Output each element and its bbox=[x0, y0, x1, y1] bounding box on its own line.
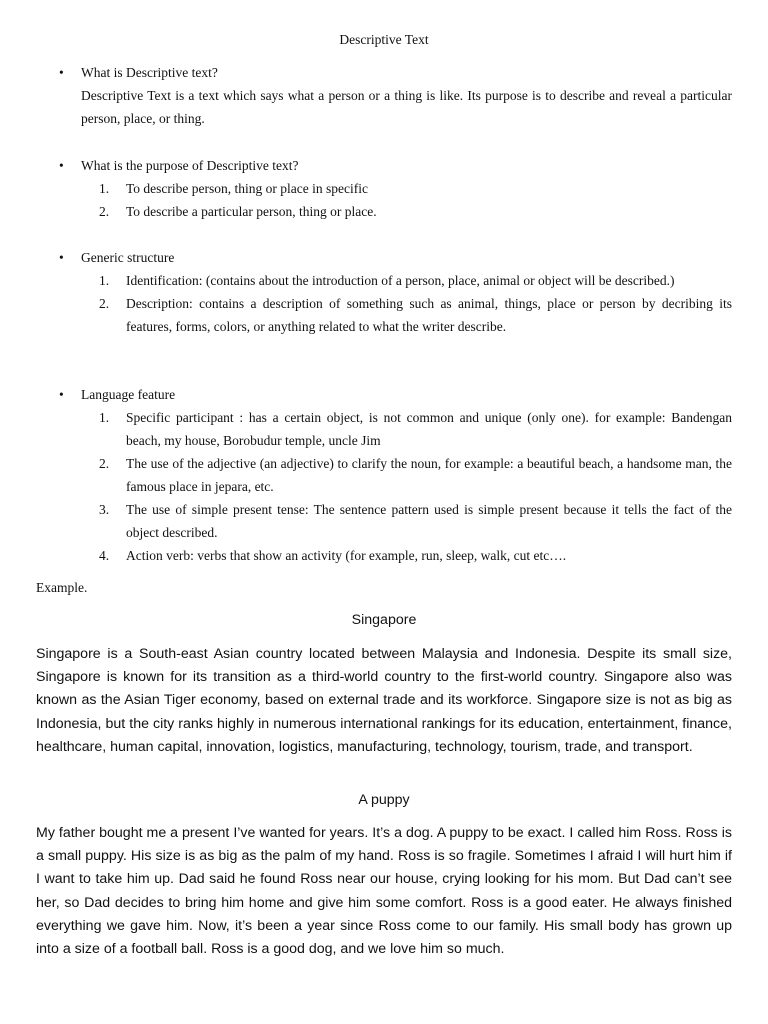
example-title: A puppy bbox=[358, 792, 410, 808]
bullet-icon: • bbox=[59, 158, 64, 173]
list-item bbox=[99, 200, 732, 223]
section-heading: Generic structure bbox=[81, 250, 175, 265]
list-number: 2. bbox=[99, 456, 110, 471]
numbered-list bbox=[99, 406, 732, 567]
section-heading: What is the purpose of Descriptive text? bbox=[81, 158, 299, 173]
list-text: Action verb: verbs that show an activity (for example, run, sleep, walk, cut etc…. bbox=[126, 548, 567, 563]
list-number: 1. bbox=[99, 181, 110, 196]
numbered-list bbox=[99, 177, 732, 223]
bullet-item bbox=[56, 154, 732, 177]
list-number: 3. bbox=[99, 502, 110, 517]
list-item bbox=[99, 544, 732, 567]
list-number: 1. bbox=[99, 273, 110, 288]
list-item bbox=[99, 177, 732, 200]
list-number: 2. bbox=[99, 204, 110, 219]
bullet-icon: • bbox=[59, 387, 64, 402]
list-number: 2. bbox=[99, 296, 110, 311]
list-text: Specific participant : has a certain object, is not common and unique (only one). for example: Bandengan beach, my house, Borobudur temple, uncle Jim bbox=[126, 410, 732, 448]
bullet-icon: • bbox=[59, 65, 64, 80]
list-text: The use of the adjective (an adjective) to clarify the noun, for example: a beautiful beach, a handsome man, the famous place in jepara, etc. bbox=[126, 456, 732, 494]
list-text: The use of simple present tense: The sentence pattern used is simple present because it tells the fact of the object described. bbox=[126, 502, 732, 540]
section-purpose bbox=[56, 154, 732, 223]
section-generic-structure bbox=[56, 246, 732, 338]
list-item bbox=[99, 292, 732, 338]
list-text: Description: contains a description of something such as animal, things, place or person by decribing its features, forms, colors, or anything related to what the writer describe. bbox=[126, 296, 732, 334]
list-item bbox=[99, 452, 732, 498]
list-number: 4. bbox=[99, 548, 110, 563]
example-label: Example. bbox=[36, 580, 88, 595]
section-heading: Language feature bbox=[81, 387, 176, 402]
list-text: To describe person, thing or place in specific bbox=[126, 181, 368, 196]
list-text: To describe a particular person, thing or place. bbox=[126, 204, 377, 219]
list-item bbox=[99, 406, 732, 452]
bullet-icon: • bbox=[59, 250, 64, 265]
bullet-item bbox=[56, 246, 732, 269]
example-body: My father bought me a present I’ve wanted for years. It’s a dog. A puppy to be exact. I called him Ross. Ross is a small puppy. His size is as big as the palm of my hand. Ross is so fragile. Sometimes I afraid I will hurt him if I want to take him up. Dad said he found Ross near our house, crying looking for his mom. But Dad can’t see her, so Dad decides to bring him home and give him some comfort. Ross is a good eater. He always finished everything we gave him. Now, it’s been a year since Ross come to our family. His small body has grown up into a size of a football ball. Ross is a good dog, and we love him so much. bbox=[36, 825, 732, 958]
bullet-item bbox=[56, 61, 732, 84]
section-paragraph: Descriptive Text is a text which says what a person or a thing is like. Its purpose is to describe and reveal a particular person, place, or thing. bbox=[81, 88, 732, 126]
document-title: Descriptive Text bbox=[339, 32, 429, 47]
example-title: Singapore bbox=[351, 612, 417, 628]
list-number: 1. bbox=[99, 410, 110, 425]
list-item bbox=[99, 498, 732, 544]
section-heading: What is Descriptive text? bbox=[81, 65, 218, 80]
bullet-item bbox=[56, 383, 732, 406]
section-language-feature bbox=[56, 383, 732, 567]
section-what-is bbox=[56, 61, 732, 130]
list-item bbox=[99, 269, 732, 292]
list-text: Identification: (contains about the introduction of a person, place, animal or object will be described.) bbox=[126, 273, 675, 288]
example-body: Singapore is a South-east Asian country located between Malaysia and Indonesia. Despite its small size, Singapore is known for its transition as a third-world country to the first-world country. Singapore also was known as the Asian Tiger economy, based on external trade and its workforce. Singapore size is not as big as Indonesia, but the city ranks highly in numerous international rankings for its education, entertainment, finance, healthcare, human capital, innovation, logistics, manufacturing, technology, tourism, trade, and transport. bbox=[36, 646, 732, 755]
numbered-list bbox=[99, 269, 732, 338]
